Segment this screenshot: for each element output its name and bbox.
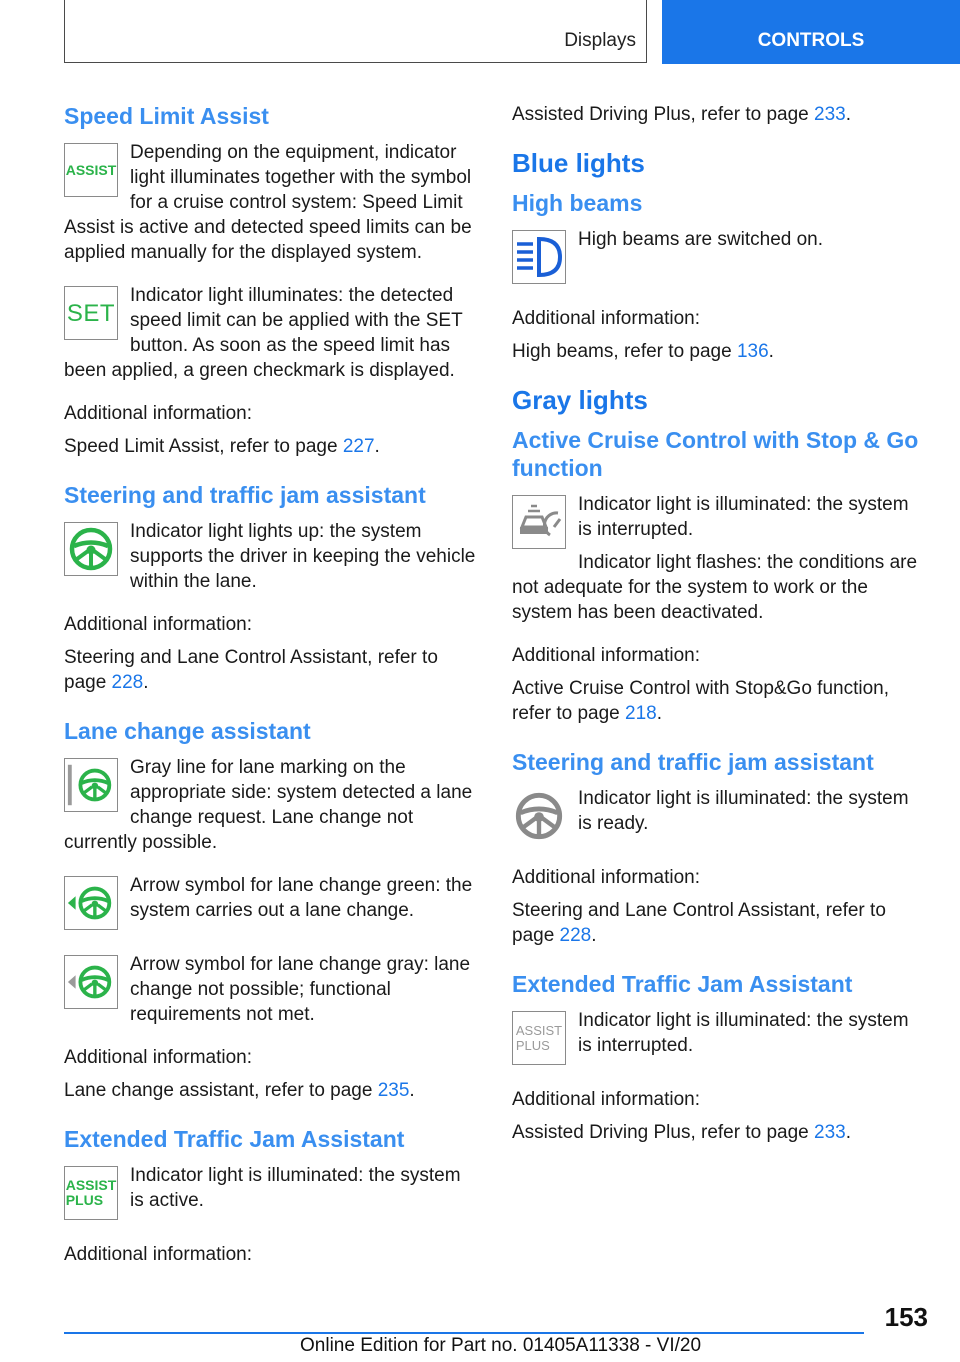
left-column: [64, 102, 478, 1267]
additional-info-label: Additional information:: [512, 867, 700, 888]
assist-plus-gray-icon: [512, 1011, 566, 1065]
footer-divider: [64, 1332, 864, 1334]
page-link-136[interactable]: 136: [736, 341, 769, 362]
additional-info-label: Additional information:: [64, 1047, 252, 1068]
indicator-set: [64, 283, 478, 383]
heading-steering-assistant: Steering and traffic jam assistant: [64, 482, 426, 508]
acc-desc-1: Indicator light is illuminated: the system is interrupted.: [578, 494, 909, 540]
header-section-title: Displays: [564, 30, 636, 51]
speed-limit-desc-1: Depending on the equipment, indicator light illuminates together with the symbol for a cruise control system: Speed Limit Assist is active and detected speed limits can be applied manually for the displayed system.: [64, 142, 472, 263]
steering-ready-desc: Indicator light is illuminated: the system is ready.: [578, 788, 909, 834]
additional-info-label: Additional information:: [64, 614, 252, 635]
indicator-high-beams: [512, 227, 926, 288]
heading-extended-traffic-jam: Extended Traffic Jam Assistant: [64, 1126, 405, 1152]
cruise-control-car-icon: [512, 495, 566, 549]
indicator-steering-ready: [512, 786, 926, 847]
traffic-jam-interrupted-desc: Indicator light is illuminated: the system is interrupted.: [578, 1010, 909, 1056]
steering-wheel-gray-icon: [512, 789, 566, 843]
acc-desc-2: Indicator light flashes: the conditions are not adequate for the system to work or the system has been deactivated.: [512, 552, 918, 623]
assisted-driving-ref-bottom: Assisted Driving Plus, refer to page 233.: [512, 1122, 852, 1143]
indicator-assist-plus-active: [64, 1163, 478, 1224]
acc-ref: Active Cruise Control with Stop&Go function, refer to page 218.: [512, 678, 890, 724]
indicator-lane-change-gray-line: [64, 755, 478, 855]
additional-info-label: Additional information:: [512, 645, 700, 666]
steering-desc: Indicator light lights up: the system supports the driver in keeping the vehicle within the lane.: [130, 521, 476, 592]
lane-change-gray-line-icon: [64, 758, 118, 812]
assist-indicator-icon: [64, 143, 118, 197]
page-link-218[interactable]: 218: [625, 703, 657, 724]
set-indicator-icon: [64, 286, 118, 340]
heading-extended-traffic-jam-gray: Extended Traffic Jam Assistant: [512, 971, 853, 997]
page-link-233[interactable]: 233: [814, 104, 846, 125]
lane-change-green-arrow-icon: [64, 876, 118, 930]
page-link-228[interactable]: 228: [111, 672, 144, 693]
lane-change-gray-arrow-icon: [64, 955, 118, 1009]
indicator-acc-interrupted: [512, 492, 926, 625]
additional-info-label: Additional information:: [64, 1244, 252, 1265]
indicator-steering-active: [64, 519, 478, 594]
lane-change-desc-1: Gray line for lane marking on the appropriate side: system detected a lane change request. Lane change not currently possible.: [64, 757, 473, 853]
steering-ref: Steering and Lane Control Assistant, refer to page 228.: [64, 647, 438, 693]
page-link-233[interactable]: 233: [814, 1122, 846, 1143]
heading-gray-lights: Gray lights: [512, 385, 648, 415]
right-column: [512, 102, 926, 1145]
lane-change-ref: Lane change assistant, refer to page 235.: [64, 1080, 415, 1101]
heading-active-cruise-control: Active Cruise Control with Stop & Go function: [512, 427, 919, 481]
indicator-lane-change-gray-arrow: [64, 952, 478, 1027]
high-beam-icon: [512, 230, 566, 284]
lane-change-desc-2: Arrow symbol for lane change green: the system carries out a lane change.: [130, 875, 473, 921]
high-beams-desc: High beams are switched on.: [578, 229, 824, 250]
additional-info-label: Additional information:: [512, 1089, 700, 1110]
assisted-driving-ref-top: Assisted Driving Plus, refer to page 233.: [512, 104, 852, 125]
heading-lane-change-assistant: Lane change assistant: [64, 718, 311, 744]
steering-wheel-green-icon: [64, 522, 118, 576]
speed-limit-desc-2: Indicator light illuminates: the detected speed limit can be applied with the SET button. As soon as the speed limit has been applied, a green checkmark is displayed.: [64, 285, 463, 381]
heading-high-beams: High beams: [512, 190, 643, 216]
indicator-lane-change-green-arrow: [64, 873, 478, 934]
assist-icon-label: ASSIST: [65, 161, 117, 178]
high-beams-ref: High beams, refer to page 136.: [512, 341, 774, 362]
speed-limit-ref: Speed Limit Assist, refer to page 227.: [64, 436, 380, 457]
page-link-228[interactable]: 228: [559, 925, 592, 946]
page-link-235[interactable]: 235: [377, 1080, 410, 1101]
assist-plus-line2: PLUS: [65, 1192, 104, 1208]
lane-change-desc-3: Arrow symbol for lane change gray: lane change not possible; functional requirements not met.: [130, 954, 471, 1025]
additional-info-label: Additional information:: [64, 403, 252, 424]
header-chapter-tab[interactable]: CONTROLS: [662, 0, 960, 64]
heading-blue-lights: Blue lights: [512, 148, 645, 178]
steering-ready-ref: Steering and Lane Control Assistant, refer to page 228.: [512, 900, 886, 946]
assist-plus-green-icon: [64, 1166, 118, 1220]
page-number: 153: [884, 1302, 928, 1332]
heading-speed-limit-assist: Speed Limit Assist: [64, 103, 269, 129]
assist-plus-line2: PLUS: [515, 1038, 550, 1053]
set-icon-label: SET: [66, 299, 116, 327]
assist-plus-line1: ASSIST: [65, 1177, 117, 1193]
footer-edition: Online Edition for Part no. 01405A11338 - VI/20: [300, 1335, 702, 1356]
heading-steering-assistant-gray: Steering and traffic jam assistant: [512, 749, 874, 775]
assist-plus-line1: ASSIST: [515, 1023, 563, 1038]
page-link-227[interactable]: 227: [342, 436, 375, 457]
indicator-assist-plus-interrupted: [512, 1008, 926, 1069]
header-section-box: [64, 0, 647, 63]
indicator-speed-limit-assist: [64, 140, 478, 265]
additional-info-label: Additional information:: [512, 308, 700, 329]
traffic-jam-desc: Indicator light is illuminated: the system is active.: [130, 1165, 461, 1211]
